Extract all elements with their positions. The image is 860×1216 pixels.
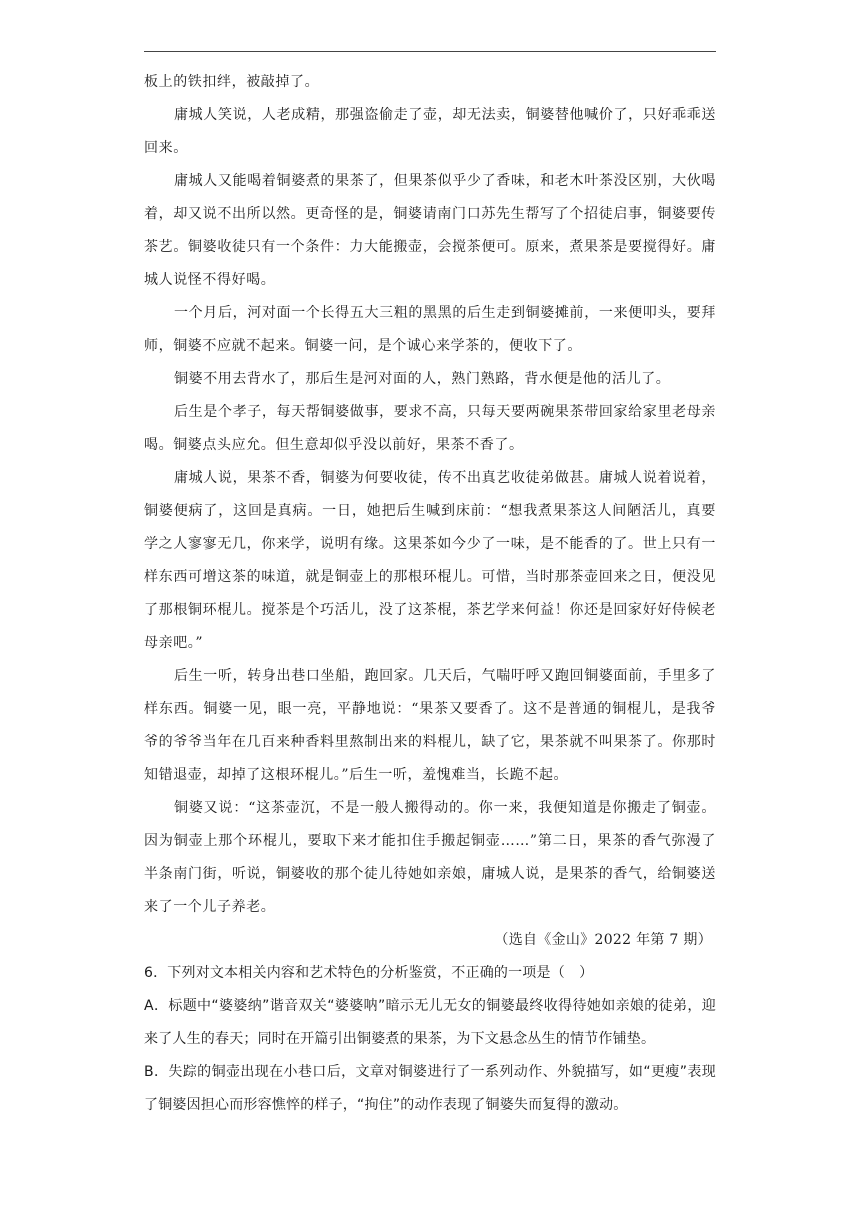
paragraph-2: 庸城人笑说，人老成精，那强盗偷走了壶，却无法卖，铜婆替他喊价了，只好乖乖送回来。	[144, 107, 716, 156]
paragraph-6: 后生是个孝子，每天帮铜婆做事，要求不高，只每天要两碗果茶带回家给家里老母亲喝。铜婆点头应允。但生意却似乎没以前好，果茶不香了。	[144, 404, 716, 453]
header-rule	[144, 51, 716, 52]
paragraph-8: 后生一听，转身出巷口坐船，跑回家。几天后，气喘吁呼又跑回铜婆面前，手里多了样东西。铜婆一见，眼一亮，平静地说：“果茶又要香了。这不是普通的铜棍儿，是我爷爷的爷爷当年在几百来种香料里熬制出来的料棍儿，缺了它，果茶就不叫果茶了。你那时知错退壶，却掉了这根环棍儿。”后生一听，羞愧难当，长跪不起。	[144, 668, 716, 783]
paragraph-3: 庸城人又能喝着铜婆煮的果茶了，但果茶似乎少了香味，和老木叶茶没区别，大伙喝着，却又说不出所以然。更奇怪的是，铜婆请南门口苏先生帮写了个招徒启事，铜婆要传茶艺。铜婆收徒只有一个条件：力大能搬壶，会搅茶便可。原来，煮果茶是要搅得好。庸城人说怪不得好喝。	[144, 173, 716, 288]
paragraph-9: 铜婆又说：“这茶壶沉，不是一般人搬得动的。你一来，我便知道是你搬走了铜壶。因为铜壶上那个环棍儿，要取下来才能扣住手搬起铜壶……”第二日，果茶的香气弥漫了半条南门街，听说，铜婆收的那个徒儿待她如亲娘，庸城人说，是果茶的香气，给铜婆送来了一个儿子养老。	[144, 800, 716, 915]
paragraph-4: 一个月后，河对面一个长得五大三粗的黑黑的后生走到铜婆摊前，一来便叩头，要拜师，铜婆不应就不起来。铜婆一问，是个诚心来学茶的，便收下了。	[144, 305, 716, 354]
question-stem: 6．下列对文本相关内容和艺术特色的分析鉴赏，不正确的一项是（ ）	[144, 965, 594, 981]
paragraph-5: 铜婆不用去背水了，那后生是河对面的人，熟门熟路，背水便是他的活儿了。	[174, 371, 671, 387]
paragraph-1: 板上的铁扣绊，被敲掉了。	[144, 74, 320, 90]
option-b: B．失踪的铜壶出现在小巷口后，文章对铜婆进行了一系列动作、外貌描写，如“更瘦”表现了铜婆因担心而形容憔悴的样子，“拘住”的动作表现了铜婆失而复得的激动。	[144, 1064, 716, 1113]
paragraph-7: 庸城人说，果茶不香，铜婆为何要收徒，传不出真艺收徒弟做甚。庸城人说着说着，铜婆便病了，这回是真病。一日，她把后生喊到床前：“想我煮果茶这人间陋活儿，真要学之人寥寥无几，你来学，说明有缘。这果茶如今少了一味，是不能香的了。世上只有一样东西可增这茶的味道，就是铜壶上的那根环棍儿。可惜，当时那茶壶回来之日，便没见了那根铜环棍儿。搅茶是个巧活儿，没了这茶棍，茶艺学来何益！你还是回家好好侍候老母亲吧。”	[144, 470, 716, 651]
source-citation: （选自《金山》2022 年第 7 期）	[494, 932, 712, 948]
reading-passage	[144, 66, 716, 1122]
option-a: A．标题中“婆婆纳”谐音双关“婆婆呐”暗示无儿无女的铜婆最终收得待她如亲娘的徒弟，迎来了人生的春天；同时在开篇引出铜婆煮的果茶，为下文悬念丛生的情节作铺垫。	[144, 998, 716, 1047]
